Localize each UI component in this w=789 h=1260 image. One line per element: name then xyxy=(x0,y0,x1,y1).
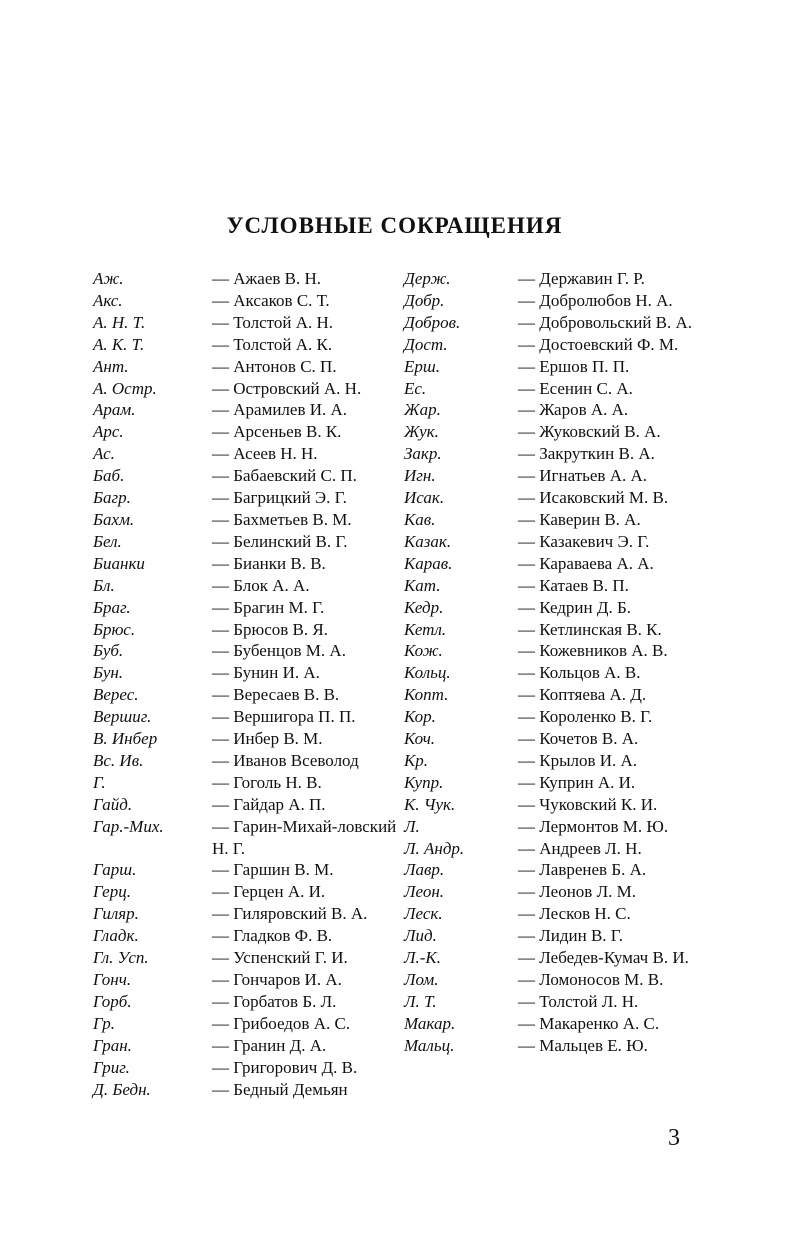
abbreviation-entry xyxy=(93,597,403,619)
abbreviation: Григ. xyxy=(93,1057,130,1077)
abbreviation-entry xyxy=(404,816,704,838)
abbreviation: Коч. xyxy=(404,729,436,749)
abbreviation-entry xyxy=(404,553,704,575)
abbreviation-entry xyxy=(404,684,704,706)
author-name: — Вересаев В. В. xyxy=(212,684,403,706)
abbreviation: Гиляр. xyxy=(93,904,139,924)
author-name: — Крылов И. А. xyxy=(518,750,704,772)
author-name: — Бунин И. А. xyxy=(212,662,403,684)
author-name: — Толстой А. К. xyxy=(212,334,403,356)
abbreviation-entry xyxy=(93,334,403,356)
abbreviation: Г. xyxy=(93,772,106,792)
author-name: — Гоголь Н. В. xyxy=(212,772,403,794)
author-name: — Леонов Л. М. xyxy=(518,881,704,903)
abbreviation: В. Инбер xyxy=(93,729,158,749)
abbreviation-entry xyxy=(404,991,704,1013)
abbreviation-entry xyxy=(404,772,704,794)
author-name: — Кожевников А. В. xyxy=(518,640,704,662)
abbreviation: Леон. xyxy=(404,882,445,902)
abbreviation-entry xyxy=(93,969,403,991)
author-name: — Гончаров И. А. xyxy=(212,969,403,991)
abbreviation: Держ. xyxy=(404,269,451,288)
author-name: — Закруткин В. А. xyxy=(518,443,704,465)
abbreviation: Макар. xyxy=(404,1013,456,1033)
abbreviation-entry xyxy=(93,619,403,641)
abbreviation: Вершиг. xyxy=(93,707,152,727)
abbreviation: Арам. xyxy=(93,400,136,420)
author-name: — Игнатьев А. А. xyxy=(518,465,704,487)
abbreviation: Бианки xyxy=(93,553,145,573)
abbreviation: Д. Бедн. xyxy=(93,1079,151,1099)
abbreviation: Кр. xyxy=(404,750,429,770)
abbreviation: Карав. xyxy=(404,553,453,573)
author-name: — Бедный Демьян xyxy=(212,1079,403,1101)
abbreviation: Игн. xyxy=(404,466,436,486)
author-name: — Антонов С. П. xyxy=(212,356,403,378)
abbreviation: Кедр. xyxy=(404,597,444,617)
abbreviation: Буб. xyxy=(93,641,124,661)
author-name: — Державин Г. Р. xyxy=(518,268,704,290)
abbreviation-entry xyxy=(93,421,403,443)
abbreviation: Аж. xyxy=(93,269,124,288)
abbreviation-entry xyxy=(404,465,704,487)
abbreviation-entry xyxy=(404,662,704,684)
author-name: — Островский А. Н. xyxy=(212,378,403,400)
author-name: — Григорович Д. В. xyxy=(212,1057,403,1079)
abbreviation-entry xyxy=(404,487,704,509)
abbreviation-entry xyxy=(404,969,704,991)
abbreviation: Арс. xyxy=(93,422,124,442)
abbreviation: А. Н. Т. xyxy=(93,312,146,332)
author-name: — Бабаевский С. П. xyxy=(212,465,403,487)
abbreviation: Бун. xyxy=(93,663,124,683)
abbreviation: Бл. xyxy=(93,575,115,595)
abbreviation: А. Остр. xyxy=(93,378,157,398)
abbreviation: Исак. xyxy=(404,488,445,508)
author-name: — Добровольский В. А. xyxy=(518,312,704,334)
author-name: — Жаров А. А. xyxy=(518,399,704,421)
abbreviation-entry xyxy=(404,947,704,969)
abbreviation-entry xyxy=(404,881,704,903)
abbreviation-entry xyxy=(93,1035,403,1057)
abbreviation-entry xyxy=(404,619,704,641)
author-name: — Макаренко А. С. xyxy=(518,1013,704,1035)
abbreviation: А. К. Т. xyxy=(93,334,145,354)
abbreviation-entry xyxy=(93,575,403,597)
abbreviation: Гар.-Мих. xyxy=(93,816,164,836)
abbreviation: Ерш. xyxy=(404,356,440,376)
abbreviation: Брюс. xyxy=(93,619,136,639)
author-name: — Коптяева А. Д. xyxy=(518,684,704,706)
author-name: — Гайдар А. П. xyxy=(212,794,403,816)
abbreviation: Бахм. xyxy=(93,509,135,529)
abbreviation: Баб. xyxy=(93,466,125,486)
abbreviation: Л. Андр. xyxy=(404,838,465,858)
abbreviation-entry xyxy=(404,290,704,312)
author-name: — Толстой А. Н. xyxy=(212,312,403,334)
abbreviation: Гонч. xyxy=(93,970,132,989)
author-name: — Белинский В. Г. xyxy=(212,531,403,553)
abbreviation-entry xyxy=(93,947,403,969)
abbreviation-entry xyxy=(404,268,704,290)
abbreviation: Л.-К. xyxy=(404,948,441,968)
abbreviation-entry xyxy=(404,706,704,728)
abbreviation-entry xyxy=(93,1013,403,1035)
abbreviations-column-right xyxy=(404,268,704,1057)
author-name: — Гранин Д. А. xyxy=(212,1035,403,1057)
abbreviation-entry xyxy=(404,1013,704,1035)
abbreviation: Ант. xyxy=(93,356,129,376)
author-name: — Успенский Г. И. xyxy=(212,947,403,969)
author-name: — Арамилев И. А. xyxy=(212,399,403,421)
author-name: — Жуковский В. А. xyxy=(518,421,704,443)
abbreviation: Кат. xyxy=(404,575,441,595)
author-name: — Гарин-Михай-ловский Н. Г. xyxy=(212,816,403,860)
abbreviation-entry xyxy=(404,356,704,378)
abbreviation-entry xyxy=(93,290,403,312)
author-name: — Иванов Всеволод xyxy=(212,750,403,772)
abbreviation-entry xyxy=(404,1035,704,1057)
author-name: — Казакевич Э. Г. xyxy=(518,531,704,553)
abbreviations-column-left xyxy=(93,268,403,1100)
abbreviation-entry xyxy=(93,881,403,903)
abbreviation-entry xyxy=(404,728,704,750)
author-name: — Бубенцов М. А. xyxy=(212,640,403,662)
author-name: — Катаев В. П. xyxy=(518,575,704,597)
abbreviation-entry xyxy=(404,443,704,465)
abbreviation-entry xyxy=(93,465,403,487)
author-name: — Гладков Ф. В. xyxy=(212,925,403,947)
abbreviation-entry xyxy=(93,684,403,706)
abbreviation: Л. xyxy=(404,816,420,836)
abbreviation: Герц. xyxy=(93,882,131,902)
abbreviation: Гран. xyxy=(93,1035,132,1055)
abbreviation-entry xyxy=(93,312,403,334)
abbreviation: Закр. xyxy=(404,444,442,464)
author-name: — Ломоносов М. В. xyxy=(518,969,704,991)
abbreviation-entry xyxy=(93,1057,403,1079)
author-name: — Лесков Н. С. xyxy=(518,903,704,925)
author-name: — Кетлинская В. К. xyxy=(518,619,704,641)
abbreviation: Гл. Усп. xyxy=(93,948,149,968)
author-name: — Брагин М. Г. xyxy=(212,597,403,619)
abbreviation-entry xyxy=(93,991,403,1013)
abbreviation: Кетл. xyxy=(404,619,447,639)
abbreviation-entry xyxy=(93,1079,403,1101)
abbreviation: Л. Т. xyxy=(404,991,437,1011)
abbreviation-entry xyxy=(404,509,704,531)
abbreviation-entry xyxy=(93,903,403,925)
abbreviation: Кав. xyxy=(404,509,436,529)
abbreviation-entry xyxy=(404,597,704,619)
author-name: — Каверин В. А. xyxy=(518,509,704,531)
abbreviation: Вс. Ив. xyxy=(93,750,144,770)
abbreviation-entry xyxy=(93,553,403,575)
abbreviation: Лом. xyxy=(404,970,439,989)
author-name: — Гиляровский В. А. xyxy=(212,903,403,925)
author-name: — Кедрин Д. Б. xyxy=(518,597,704,619)
abbreviation-entry xyxy=(93,378,403,400)
abbreviation-entry xyxy=(404,312,704,334)
abbreviation: Жар. xyxy=(404,400,441,420)
abbreviation-entry xyxy=(93,531,403,553)
author-name: — Бианки В. В. xyxy=(212,553,403,575)
author-name: — Багрицкий Э. Г. xyxy=(212,487,403,509)
abbreviation-entry xyxy=(404,859,704,881)
abbreviation: Казак. xyxy=(404,531,452,551)
abbreviation: Мальц. xyxy=(404,1035,455,1055)
author-name: — Ершов П. П. xyxy=(518,356,704,378)
abbreviation: Копт. xyxy=(404,685,449,705)
abbreviation-entry xyxy=(404,399,704,421)
author-name: — Инбер В. М. xyxy=(212,728,403,750)
abbreviation: Дост. xyxy=(404,334,448,354)
abbreviation: Добров. xyxy=(404,312,461,332)
author-name: — Лермонтов М. Ю. xyxy=(518,816,704,838)
abbreviation-entry xyxy=(404,421,704,443)
author-name: — Брюсов В. Я. xyxy=(212,619,403,641)
abbreviation: Ес. xyxy=(404,378,427,398)
abbreviation: Леск. xyxy=(404,904,443,924)
author-name: — Горбатов Б. Л. xyxy=(212,991,403,1013)
abbreviation: Гр. xyxy=(93,1013,115,1033)
abbreviation-entry xyxy=(93,662,403,684)
abbreviation-entry xyxy=(404,575,704,597)
abbreviation: Кор. xyxy=(404,707,436,727)
abbreviation-entry xyxy=(404,640,704,662)
author-name: — Ажаев В. Н. xyxy=(212,268,403,290)
abbreviation: Кож. xyxy=(404,641,443,661)
author-name: — Андреев Л. Н. xyxy=(518,838,704,860)
abbreviation: Гладк. xyxy=(93,926,139,946)
author-name: — Кольцов А. В. xyxy=(518,662,704,684)
abbreviation: Багр. xyxy=(93,488,131,508)
author-name: — Гаршин В. М. xyxy=(212,859,403,881)
abbreviation: Браг. xyxy=(93,597,131,617)
author-name: — Чуковский К. И. xyxy=(518,794,704,816)
author-name: — Грибоедов А. С. xyxy=(212,1013,403,1035)
author-name: — Блок А. А. xyxy=(212,575,403,597)
abbreviation: Бел. xyxy=(93,531,122,551)
abbreviation-entry xyxy=(93,728,403,750)
abbreviation: Кольц. xyxy=(404,663,451,683)
author-name: — Кочетов В. А. xyxy=(518,728,704,750)
abbreviation: Лид. xyxy=(404,926,437,946)
abbreviation-entry xyxy=(93,794,403,816)
abbreviation: Добр. xyxy=(404,290,445,310)
author-name: — Арсеньев В. К. xyxy=(212,421,403,443)
abbreviation: Лавр. xyxy=(404,860,445,880)
abbreviation: Верес. xyxy=(93,685,139,705)
abbreviation: Акс. xyxy=(93,290,123,310)
abbreviation-entry xyxy=(93,399,403,421)
author-name: — Добролюбов Н. А. xyxy=(518,290,704,312)
abbreviation-entry xyxy=(93,859,403,881)
abbreviation-entry xyxy=(93,509,403,531)
author-name: — Аксаков С. Т. xyxy=(212,290,403,312)
abbreviation: Горб. xyxy=(93,991,132,1011)
abbreviation-entry xyxy=(404,531,704,553)
author-name: — Достоевский Ф. М. xyxy=(518,334,704,356)
abbreviation-entry xyxy=(404,334,704,356)
author-name: — Бахметьев В. М. xyxy=(212,509,403,531)
author-name: — Толстой Л. Н. xyxy=(518,991,704,1013)
abbreviation: Жук. xyxy=(404,422,439,442)
author-name: — Есенин С. А. xyxy=(518,378,704,400)
abbreviation-entry xyxy=(93,268,403,290)
abbreviation: К. Чук. xyxy=(404,794,456,814)
abbreviation-entry xyxy=(404,838,704,860)
abbreviation-entry xyxy=(93,750,403,772)
author-name: — Лебедев-Кумач В. И. xyxy=(518,947,704,969)
author-name: — Куприн А. И. xyxy=(518,772,704,794)
abbreviation-entry xyxy=(93,640,403,662)
author-name: — Лидин В. Г. xyxy=(518,925,704,947)
abbreviation: Гайд. xyxy=(93,794,133,814)
author-name: — Короленко В. Г. xyxy=(518,706,704,728)
abbreviation-entry xyxy=(404,903,704,925)
abbreviation-entry xyxy=(93,772,403,794)
author-name: — Мальцев Е. Ю. xyxy=(518,1035,704,1057)
author-name: — Вершигора П. П. xyxy=(212,706,403,728)
abbreviation-entry xyxy=(404,750,704,772)
page-number: 3 xyxy=(668,1125,680,1151)
abbreviation-entry xyxy=(93,706,403,728)
abbreviation: Гарш. xyxy=(93,860,137,880)
abbreviation-entry xyxy=(404,378,704,400)
abbreviation-entry xyxy=(404,794,704,816)
abbreviation-entry xyxy=(93,925,403,947)
author-name: — Асеев Н. Н. xyxy=(212,443,403,465)
abbreviation: Ас. xyxy=(93,444,115,464)
abbreviation-entry xyxy=(93,356,403,378)
abbreviation-entry xyxy=(93,443,403,465)
author-name: — Лавренев Б. А. xyxy=(518,859,704,881)
author-name: — Исаковский М. В. xyxy=(518,487,704,509)
author-name: — Караваева А. А. xyxy=(518,553,704,575)
abbreviation-entry xyxy=(93,816,403,860)
author-name: — Герцен А. И. xyxy=(212,881,403,903)
abbreviation-entry xyxy=(404,925,704,947)
page-title: УСЛОВНЫЕ СОКРАЩЕНИЯ xyxy=(226,213,563,238)
abbreviation-entry xyxy=(93,487,403,509)
abbreviation: Купр. xyxy=(404,772,444,792)
